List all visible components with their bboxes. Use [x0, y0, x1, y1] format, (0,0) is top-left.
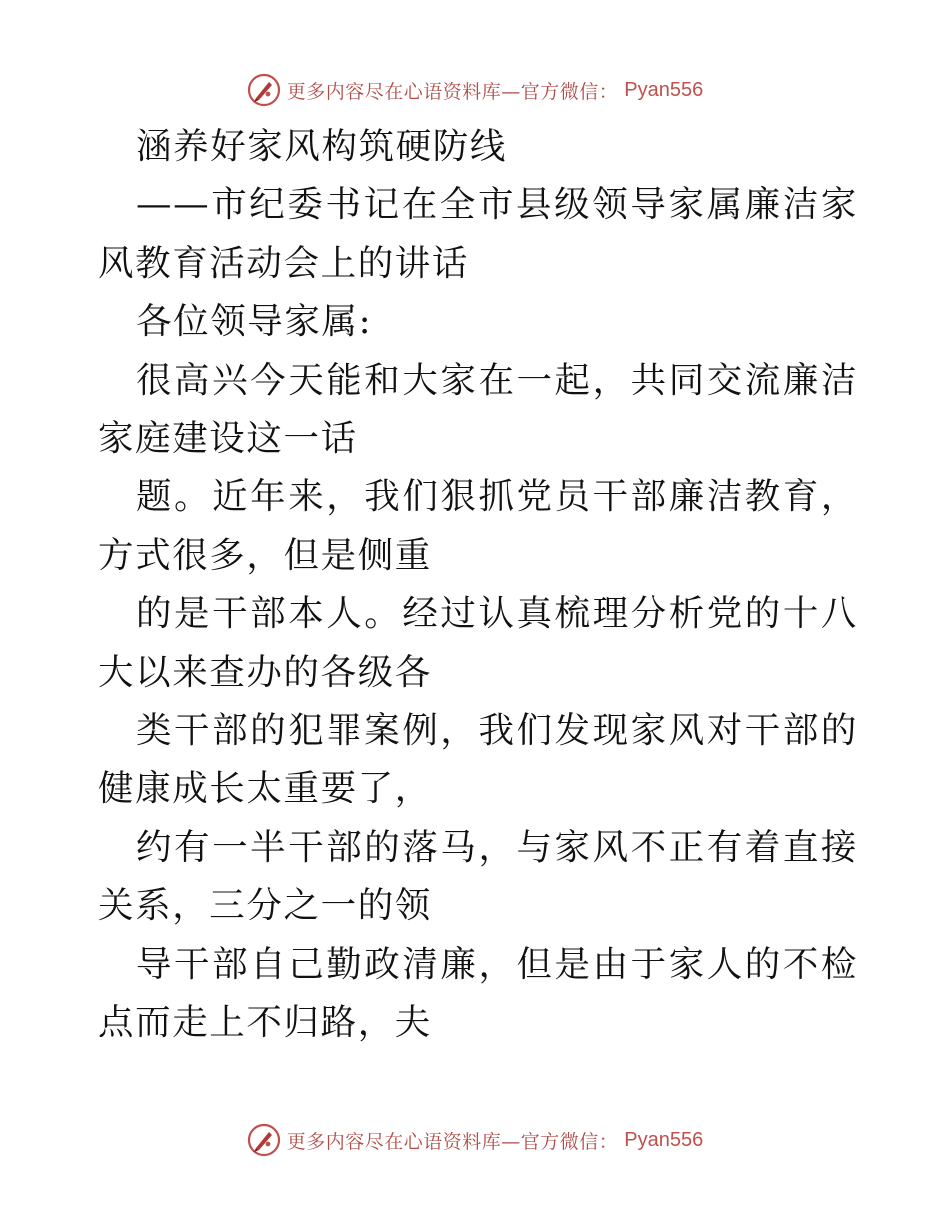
watermark-account-id: Pyan556 [624, 78, 704, 101]
paragraph: 很高兴今天能和大家在一起，共同交流廉洁家庭建设这一话 [98, 359, 858, 460]
quill-pen-logo-icon [247, 1123, 281, 1157]
document-subtitle: ——市纪委书记在全市县级领导家属廉洁家风教育活动会上的讲话 [98, 184, 858, 284]
paragraph: 类干部的犯罪案例，我们发现家风对干部的健康成长太重要了， [98, 710, 858, 810]
paragraph: 导干部自己勤政清廉，但是由于家人的不检点而走上不归路，夫 [98, 943, 858, 1044]
paragraph: 约有一半干部的落马，与家风不正有着直接关系，三分之一的领 [98, 826, 858, 927]
header-watermark [0, 70, 950, 110]
quill-pen-logo-icon [247, 73, 281, 107]
footer-watermark [0, 1120, 950, 1160]
salutation: 各位领导家属: [136, 301, 373, 343]
document-body [98, 118, 858, 1053]
document-title: 涵养好家风构筑硬防线 [136, 126, 508, 167]
watermark-account-id: Pyan556 [624, 1128, 704, 1151]
paragraph: 题。近年来，我们狠抓党员干部廉洁教育，方式很多，但是侧重 [98, 476, 858, 576]
watermark-brand-text: 更多内容尽在心语资料库—官方微信： [286, 80, 619, 103]
watermark-brand-text: 更多内容尽在心语资料库—官方微信： [286, 1130, 619, 1153]
paragraph: 的是干部本人。经过认真梳理分析党的十八大以来查办的各级各 [98, 593, 858, 693]
